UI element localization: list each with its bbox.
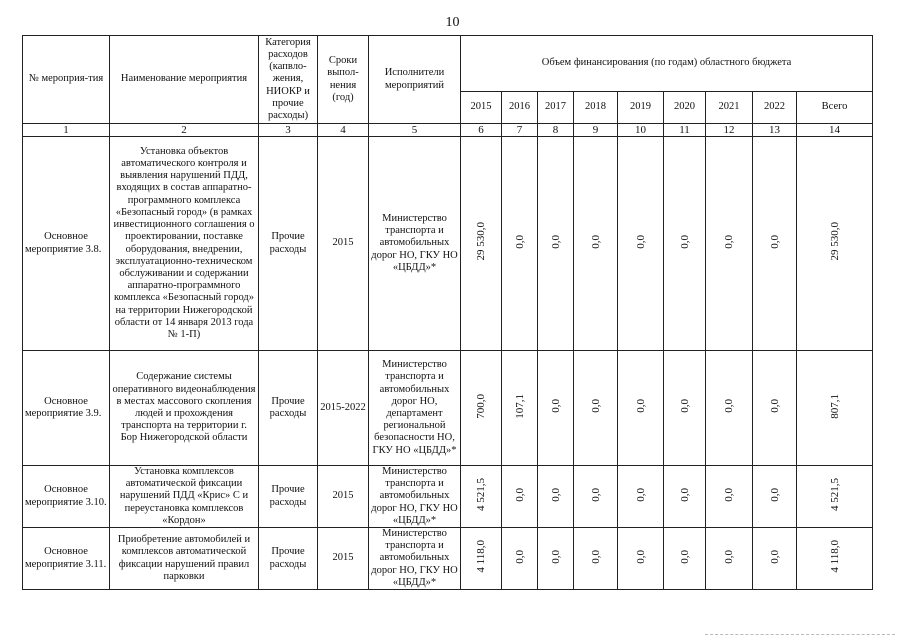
value-cell xyxy=(502,466,538,528)
event-executors: Министерство транспорта и автомобильных дорог НО, департамент региональной безопасности НО, ГКУ НО «ЦБДД»* xyxy=(369,351,461,466)
table-row xyxy=(23,466,873,528)
value-cell-text: 0,0 xyxy=(513,234,526,249)
index-cell: 2 xyxy=(110,124,259,137)
value-cell-text: 700,0 xyxy=(475,393,487,419)
value-cell xyxy=(461,528,502,590)
value-cell-text: 0,0 xyxy=(723,487,735,502)
event-number: Основное мероприятие 3.11. xyxy=(23,528,110,590)
event-category: Прочие расходы xyxy=(259,137,318,351)
event-category: Прочие расходы xyxy=(259,528,318,590)
table-row xyxy=(23,528,873,590)
index-cell: 3 xyxy=(259,124,318,137)
value-cell xyxy=(461,137,502,351)
year-cell: 2019 xyxy=(618,92,664,124)
index-row xyxy=(23,124,873,137)
event-number: Основное мероприятие 3.10. xyxy=(23,466,110,528)
event-number: Основное мероприятие 3.8. xyxy=(23,137,110,351)
event-name: Содержание системы оперативного видеонаблюдения в местах массового скопления людей и прохождения транспорта на территории г. Бор Нижегородской области xyxy=(110,351,259,466)
header-row xyxy=(23,36,873,92)
value-cell-text: 0,0 xyxy=(634,487,647,502)
value-cell xyxy=(753,466,797,528)
value-cell-text: 4 521,5 xyxy=(475,477,487,511)
value-cell-text: 0,0 xyxy=(513,549,526,564)
event-executors: Министерство транспорта и автомобильных дорог НО, ГКУ НО «ЦБДД»* xyxy=(369,528,461,590)
value-cell xyxy=(753,528,797,590)
value-cell xyxy=(574,466,618,528)
event-executors: Министерство транспорта и автомобильных дорог НО, ГКУ НО «ЦБДД»* xyxy=(369,466,461,528)
value-cell xyxy=(574,137,618,351)
header-terms: Сроки выпол-нения (год) xyxy=(318,36,369,124)
value-total-text: 807,1 xyxy=(828,393,841,419)
event-name: Приобретение автомобилей и комплексов автоматической фиксации нарушений правил парковки xyxy=(110,528,259,590)
event-category: Прочие расходы xyxy=(259,466,318,528)
value-cell xyxy=(538,137,574,351)
value-cell-text: 0,0 xyxy=(723,399,735,413)
index-cell: 5 xyxy=(369,124,461,137)
event-terms: 2015-2022 xyxy=(318,351,369,466)
value-cell xyxy=(574,528,618,590)
year-cell: 2020 xyxy=(664,92,706,124)
index-cell: 7 xyxy=(502,124,538,137)
value-cell-text: 0,0 xyxy=(589,234,602,249)
value-cell xyxy=(618,528,664,590)
value-total-text: 4 521,5 xyxy=(828,477,841,511)
value-cell-text: 0,0 xyxy=(549,549,562,564)
value-cell-text: 0,0 xyxy=(678,487,691,502)
year-cell: 2016 xyxy=(502,92,538,124)
value-cell-text: 0,0 xyxy=(589,399,602,413)
year-cell: 2022 xyxy=(753,92,797,124)
header-name: Наименование мероприятия xyxy=(110,36,259,124)
value-cell xyxy=(664,528,706,590)
value-total-text: 4 118,0 xyxy=(828,540,841,573)
value-cell xyxy=(461,466,502,528)
value-total-text: 29 530,0 xyxy=(828,222,841,261)
value-cell xyxy=(574,351,618,466)
value-cell-text: 0,0 xyxy=(634,234,647,249)
value-cell xyxy=(502,528,538,590)
year-total-cell: Всего xyxy=(797,92,873,124)
table-row xyxy=(23,137,873,351)
value-cell xyxy=(753,351,797,466)
event-name: Установка комплексов автоматической фиксации нарушений ПДД «Крис» С и переустановка комплексов «Кордон» xyxy=(110,466,259,528)
value-cell xyxy=(706,466,753,528)
value-cell-text: 0,0 xyxy=(513,487,526,502)
value-cell-text: 0,0 xyxy=(723,234,735,249)
index-cell: 1 xyxy=(23,124,110,137)
value-cell-text: 0,0 xyxy=(634,549,647,564)
header-num: № мероприя-тия xyxy=(23,36,110,124)
value-cell xyxy=(461,351,502,466)
index-cell: 8 xyxy=(538,124,574,137)
event-executors: Министерство транспорта и автомобильных дорог НО, ГКУ НО «ЦБДД»* xyxy=(369,137,461,351)
value-cell-text: 0,0 xyxy=(678,549,691,564)
value-cell-text: 0,0 xyxy=(549,234,562,249)
page-number: 10 xyxy=(445,15,460,30)
value-cell xyxy=(538,528,574,590)
funding-table xyxy=(22,35,873,590)
value-cell-text: 29 530,0 xyxy=(475,222,487,261)
header-funding: Объем финансирования (по годам) областного бюджета xyxy=(461,36,873,92)
value-cell-text: 0,0 xyxy=(549,487,562,502)
header-executors: Исполнители мероприятий xyxy=(369,36,461,124)
value-cell xyxy=(618,466,664,528)
value-cell xyxy=(502,351,538,466)
footer-divider xyxy=(705,634,895,636)
value-cell-text: 0,0 xyxy=(723,549,735,564)
value-cell xyxy=(706,528,753,590)
value-cell xyxy=(664,466,706,528)
event-terms: 2015 xyxy=(318,466,369,528)
value-total xyxy=(797,351,873,466)
value-cell-text: 0,0 xyxy=(768,487,781,502)
event-terms: 2015 xyxy=(318,137,369,351)
value-cell-text: 0,0 xyxy=(634,399,647,413)
year-cell: 2017 xyxy=(538,92,574,124)
index-cell: 14 xyxy=(797,124,873,137)
value-cell xyxy=(706,137,753,351)
value-cell xyxy=(538,351,574,466)
year-cell: 2021 xyxy=(706,92,753,124)
value-cell xyxy=(538,466,574,528)
value-cell xyxy=(618,351,664,466)
year-cell: 2015 xyxy=(461,92,502,124)
value-cell-text: 0,0 xyxy=(768,399,781,413)
year-cell: 2018 xyxy=(574,92,618,124)
value-cell-text: 0,0 xyxy=(589,487,602,502)
index-cell: 4 xyxy=(318,124,369,137)
value-total xyxy=(797,528,873,590)
index-cell: 10 xyxy=(618,124,664,137)
event-name: Установка объектов автоматического контроля и выявления нарушений ПДД, входящих в состав аппаратно-программного комплекса «Безопасный город» (в рамках инвестиционного соглашения о проектировании, поставке оборудования, внедрении, эксплуатационно-техническом обслуживании и содержании аппаратно-программного комплекса «Безопасный город» на территории Нижегородской области от 14 января 2013 года № 1-П) xyxy=(110,137,259,351)
event-terms: 2015 xyxy=(318,528,369,590)
index-cell: 6 xyxy=(461,124,502,137)
value-total xyxy=(797,466,873,528)
value-cell-text: 0,0 xyxy=(678,399,691,413)
event-number: Основное мероприятие 3.9. xyxy=(23,351,110,466)
value-cell-text: 0,0 xyxy=(768,549,781,564)
value-cell-text: 107,1 xyxy=(513,393,526,419)
index-cell: 13 xyxy=(753,124,797,137)
value-total xyxy=(797,137,873,351)
value-cell xyxy=(664,351,706,466)
value-cell-text: 0,0 xyxy=(768,234,781,249)
value-cell-text: 0,0 xyxy=(589,549,602,564)
table-row xyxy=(23,351,873,466)
value-cell xyxy=(618,137,664,351)
value-cell xyxy=(706,351,753,466)
value-cell-text: 0,0 xyxy=(549,399,562,413)
header-category: Категория расходов (капвло-жения, НИОКР и прочие расходы) xyxy=(259,36,318,124)
value-cell-text: 4 118,0 xyxy=(475,540,487,573)
value-cell xyxy=(664,137,706,351)
event-category: Прочие расходы xyxy=(259,351,318,466)
value-cell xyxy=(502,137,538,351)
value-cell-text: 0,0 xyxy=(678,234,691,249)
index-cell: 12 xyxy=(706,124,753,137)
index-cell: 9 xyxy=(574,124,618,137)
index-cell: 11 xyxy=(664,124,706,137)
value-cell xyxy=(753,137,797,351)
